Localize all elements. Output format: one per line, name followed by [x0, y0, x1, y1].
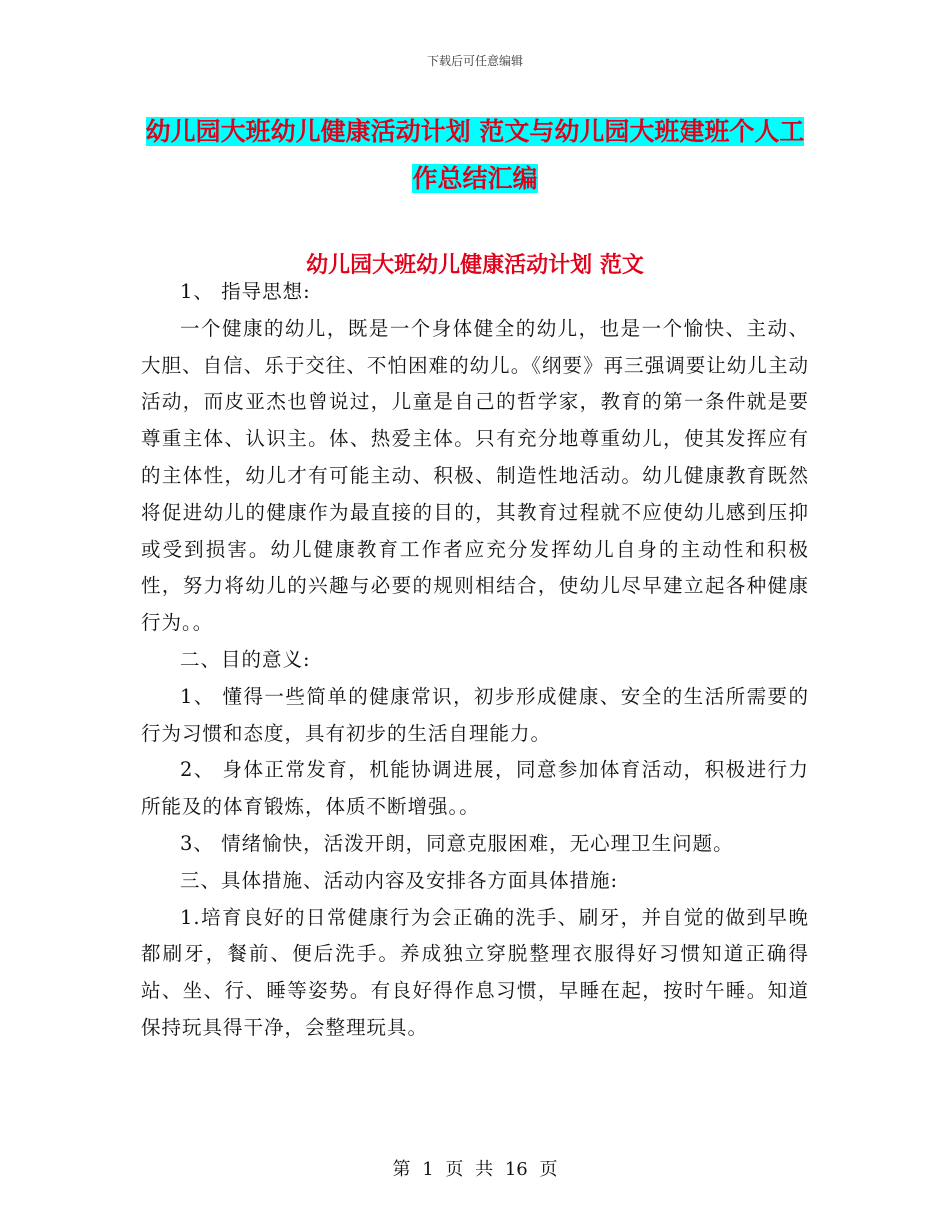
paragraph-measures-heading: 三、具体措施、活动内容及安排各方面具体措施:: [180, 868, 619, 892]
document-title: [140, 108, 810, 202]
page-header-note: 下载后可任意编辑: [426, 54, 523, 68]
page-footer-indicator: 第 1 页 共 16 页: [392, 1159, 558, 1180]
paragraph-purpose-item-2: 2、 身体正常发育，机能协调进展，同意参加体育活动，积极进行力所能及的体育锻炼，体质不断增强。。: [141, 758, 809, 819]
paragraph-guiding-ideology: 一个健康的幼儿，既是一个身体健全的幼儿，也是一个愉快、主动、大胆、自信、乐于交往、不怕困难的幼儿。《纲要》再三强调要让幼儿主动活动，而皮亚杰也曾说过，儿童是自己的哲学家，教育的第一条件就是要尊重主体、认识主。体、热爱主体。只有充分地尊重幼儿，使其发挥应有的主体性，幼儿才有可能主动、积极、制造性地活动。幼儿健康教育既然将促进幼儿的健康作为最直接的目的，其教育过程就不应使幼儿感到压抑或受到损害。幼儿健康教育工作者应充分发挥幼儿自身的主动性和积极性，努力将幼儿的兴趣与必要的规则相结合，使幼儿尽早建立起各种健康行为。。: [141, 316, 809, 635]
section-heading: 幼儿园大班幼儿健康活动计划 范文: [306, 253, 644, 278]
paragraph-guiding-ideology-heading: 1、 指导思想:: [180, 280, 311, 303]
paragraph-measures-item-1: 1.培育良好的日常健康行为会正确的洗手、刷牙，并自觉的做到早晚都刷牙，餐前、便后洗手。养成独立穿脱整理衣服得好习惯知道正确得站、坐、行、睡等姿势。有良好得作息习惯，早睡在起，按时午睡。知道保持玩具得干净，会整理玩具。: [141, 905, 809, 1039]
document-title-text: 幼儿园大班幼儿健康活动计划 范文与幼儿园大班建班个人工作总结汇编: [145, 117, 805, 193]
paragraph-purpose-heading: 二、目的意义:: [180, 647, 311, 671]
document-body: [141, 274, 809, 1047]
paragraph-purpose-item-1: 1、 懂得一些简单的健康常识，初步形成健康、安全的生活所需要的行为习惯和态度，具有初步的生活自理能力。: [141, 684, 809, 745]
paragraph-purpose-item-3: 3、 情绪愉快，活泼开朗，同意克服困难，无心理卫生问题。: [180, 831, 734, 855]
